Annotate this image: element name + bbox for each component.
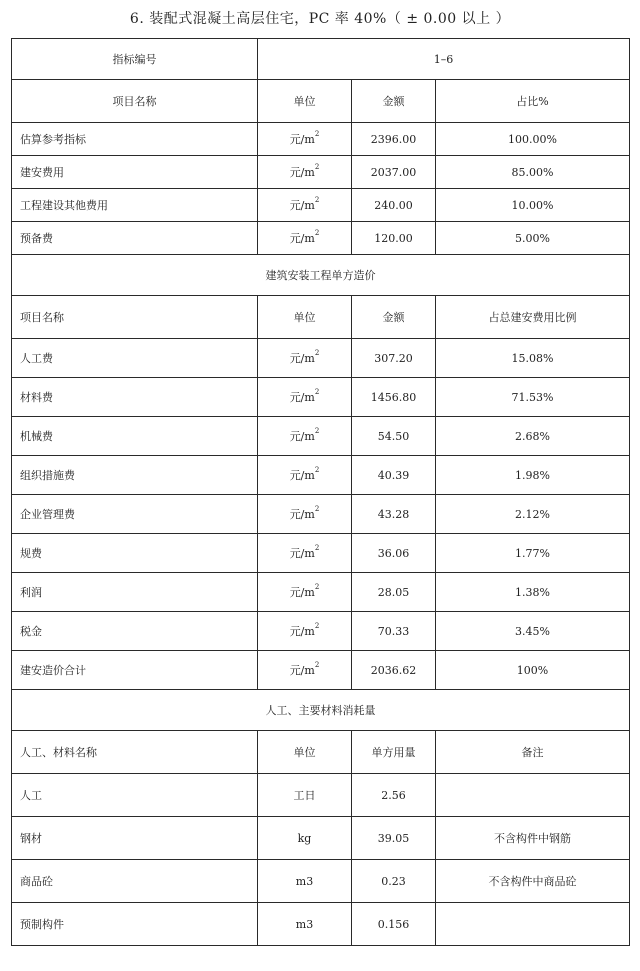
ratio: 3.45% bbox=[436, 612, 630, 651]
table-row bbox=[12, 612, 630, 651]
amount: 2037.00 bbox=[352, 156, 436, 189]
quantity: 0.23 bbox=[352, 860, 436, 903]
table-row bbox=[12, 417, 630, 456]
material-name: 预制构件 bbox=[12, 903, 258, 946]
ratio: 2.12% bbox=[436, 495, 630, 534]
amount: 54.50 bbox=[352, 417, 436, 456]
item-name: 组织措施费 bbox=[12, 456, 258, 495]
section3-heading bbox=[12, 690, 630, 731]
unit: m3 bbox=[258, 903, 352, 946]
table-row bbox=[12, 378, 630, 417]
column-header: 项目名称 bbox=[12, 80, 258, 123]
item-name: 工程建设其他费用 bbox=[12, 189, 258, 222]
ratio: 5.00% bbox=[436, 222, 630, 255]
table-row bbox=[12, 534, 630, 573]
amount: 307.20 bbox=[352, 339, 436, 378]
unit: kg bbox=[258, 817, 352, 860]
amount: 2036.62 bbox=[352, 651, 436, 690]
item-name: 预备费 bbox=[12, 222, 258, 255]
quantity: 0.156 bbox=[352, 903, 436, 946]
ratio: 2.68% bbox=[436, 417, 630, 456]
unit: 元$/m^2$ bbox=[258, 651, 352, 690]
column-header: 备注 bbox=[436, 731, 630, 774]
section-heading: 人工、主要材料消耗量 bbox=[12, 690, 630, 731]
amount: 43.28 bbox=[352, 495, 436, 534]
page-title: 6. 装配式混凝土高层住宅，PC 率 40%（ ± 0.00 以上 ） bbox=[129, 11, 511, 27]
table-row bbox=[12, 651, 630, 690]
table-row bbox=[12, 573, 630, 612]
ratio: 85.00% bbox=[436, 156, 630, 189]
cost-index-table bbox=[11, 38, 630, 946]
column-header: 人工、材料名称 bbox=[12, 731, 258, 774]
note bbox=[436, 903, 630, 946]
unit: 元$/m^2$ bbox=[258, 534, 352, 573]
material-name: 钢材 bbox=[12, 817, 258, 860]
material-name: 商品砼 bbox=[12, 860, 258, 903]
note: 不含构件中商品砼 bbox=[436, 860, 630, 903]
index-value: 1–6 bbox=[258, 39, 630, 80]
table-row bbox=[12, 774, 630, 817]
column-header: 单位 bbox=[258, 80, 352, 123]
unit: 元$/m^2$ bbox=[258, 189, 352, 222]
unit: 元$/m^2$ bbox=[258, 123, 352, 156]
item-name: 材料费 bbox=[12, 378, 258, 417]
item-name: 建安费用 bbox=[12, 156, 258, 189]
table-row bbox=[12, 817, 630, 860]
column-header: 金额 bbox=[352, 80, 436, 123]
quantity: 2.56 bbox=[352, 774, 436, 817]
item-name: 人工费 bbox=[12, 339, 258, 378]
ratio: 71.53% bbox=[436, 378, 630, 417]
amount: 120.00 bbox=[352, 222, 436, 255]
ratio: 100% bbox=[436, 651, 630, 690]
unit: 元$/m^2$ bbox=[258, 456, 352, 495]
unit: 元$/m^2$ bbox=[258, 222, 352, 255]
index-label: 指标编号 bbox=[12, 39, 258, 80]
column-header: 单方用量 bbox=[352, 731, 436, 774]
unit: 元$/m^2$ bbox=[258, 573, 352, 612]
note: 不含构件中钢筋 bbox=[436, 817, 630, 860]
quantity: 39.05 bbox=[352, 817, 436, 860]
item-name: 规费 bbox=[12, 534, 258, 573]
unit: 元$/m^2$ bbox=[258, 612, 352, 651]
amount: 36.06 bbox=[352, 534, 436, 573]
unit: 元$/m^2$ bbox=[258, 339, 352, 378]
table-row bbox=[12, 189, 630, 222]
amount: 2396.00 bbox=[352, 123, 436, 156]
note bbox=[436, 774, 630, 817]
unit: m3 bbox=[258, 860, 352, 903]
column-header: 单位 bbox=[258, 731, 352, 774]
section-heading: 建筑安装工程单方造价 bbox=[12, 255, 630, 296]
table-row bbox=[12, 123, 630, 156]
unit: 工日 bbox=[258, 774, 352, 817]
unit: 元$/m^2$ bbox=[258, 378, 352, 417]
item-name: 估算参考指标 bbox=[12, 123, 258, 156]
item-name: 企业管理费 bbox=[12, 495, 258, 534]
amount: 40.39 bbox=[352, 456, 436, 495]
section3-column-header bbox=[12, 731, 630, 774]
section2-column-header bbox=[12, 296, 630, 339]
ratio: 1.98% bbox=[436, 456, 630, 495]
table-row bbox=[12, 495, 630, 534]
amount: 1456.80 bbox=[352, 378, 436, 417]
unit: 元$/m^2$ bbox=[258, 495, 352, 534]
ratio: 1.77% bbox=[436, 534, 630, 573]
column-header: 占比% bbox=[436, 80, 630, 123]
table-row bbox=[12, 339, 630, 378]
table-row bbox=[12, 222, 630, 255]
section2-heading bbox=[12, 255, 630, 296]
ratio: 10.00% bbox=[436, 189, 630, 222]
column-header: 单位 bbox=[258, 296, 352, 339]
table-row bbox=[12, 860, 630, 903]
material-name: 人工 bbox=[12, 774, 258, 817]
item-name: 税金 bbox=[12, 612, 258, 651]
section1-column-header bbox=[12, 80, 630, 123]
amount: 28.05 bbox=[352, 573, 436, 612]
table-row bbox=[12, 156, 630, 189]
column-header: 金额 bbox=[352, 296, 436, 339]
amount: 240.00 bbox=[352, 189, 436, 222]
table-row bbox=[12, 903, 630, 946]
ratio: 15.08% bbox=[436, 339, 630, 378]
ratio: 1.38% bbox=[436, 573, 630, 612]
header-row bbox=[12, 39, 630, 80]
item-name: 建安造价合计 bbox=[12, 651, 258, 690]
table-row bbox=[12, 456, 630, 495]
ratio: 100.00% bbox=[436, 123, 630, 156]
amount: 70.33 bbox=[352, 612, 436, 651]
item-name: 利润 bbox=[12, 573, 258, 612]
column-header: 项目名称 bbox=[12, 296, 258, 339]
unit: 元$/m^2$ bbox=[258, 417, 352, 456]
column-header: 占总建安费用比例 bbox=[436, 296, 630, 339]
unit: 元$/m^2$ bbox=[258, 156, 352, 189]
item-name: 机械费 bbox=[12, 417, 258, 456]
